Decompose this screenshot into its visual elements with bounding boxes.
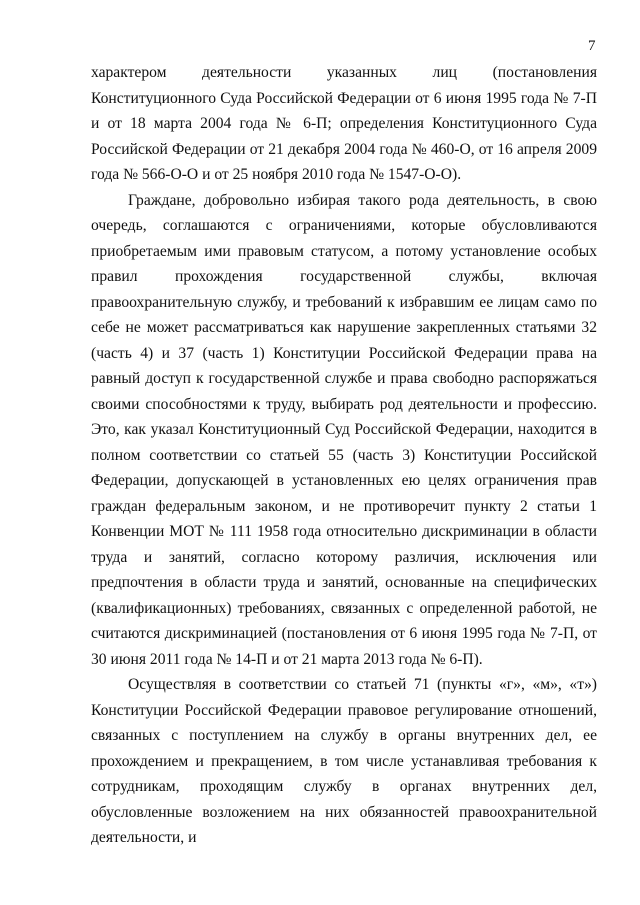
document-body — [91, 60, 597, 851]
paragraph-legal-regulation: Осуществляя в соответствии со статьей 71 (пункты «г», «м», «т») Конституции Российской Федерации правовое регулирование отношений, связанных с поступлением на службу в органы внутренних дел, ее прохождением и прекращением, в том числе устанавливая требования к сотрудникам, проходящим службу в органах внутренних дел, обусловленные возложением на них обязанностей правоохранительной деятельности, и — [91, 676, 597, 846]
paragraph-continuation: характером деятельности указанных лиц (постановления Конституционного Суда Российской Федерации от 6 июня 1995 года № 7-П и от 18 марта 2004 года № 6-П; определения Конституционного Суда Российской Федерации от 21 декабря 2004 года № 460-О, от 16 апреля 2009 года № 566-О-О и от 25 ноября 2010 года № 1547-О-О). — [91, 64, 597, 183]
paragraph-citizens-restrictions: Граждане, добровольно избирая такого рода деятельность, в свою очередь, соглашаются с ограничениями, которые обусловливаются приобретаемым ими правовым статусом, а потому установление особых правил прохождения государственной службы, включая правоохранительную службу, и требований к избравшим ее лицам само по себе не может рассматриваться как нарушение закрепленных статьями 32 (часть 4) и 37 (часть 1) Конституции Российской Федерации права на равный доступ к государственной службе и права свободно распоряжаться своими способностями к труду, выбирать род деятельности и профессию. Это, как указал Конституционный Суд Российской Федерации, находится в полном соответствии со статьей 55 (часть 3) Конституции Российской Федерации, допускающей в установленных ею целях ограничения прав граждан федеральным законом, и не противоречит пункту 2 статьи 1 Конвенции МОТ № 111 1958 года относительно дискриминации в области труда и занятий, согласно которому различия, исключения или предпочтения в области труда и занятий, основанные на специфических (квалификационных) требованиях, связанных с определенной работой, не считаются дискриминацией (постановления от 6 июня 1995 года № 7-П, от 30 июня 2011 года № 14-П и от 21 марта 2013 года № 6-П). — [91, 191, 597, 668]
page-number: 7 — [588, 38, 596, 54]
